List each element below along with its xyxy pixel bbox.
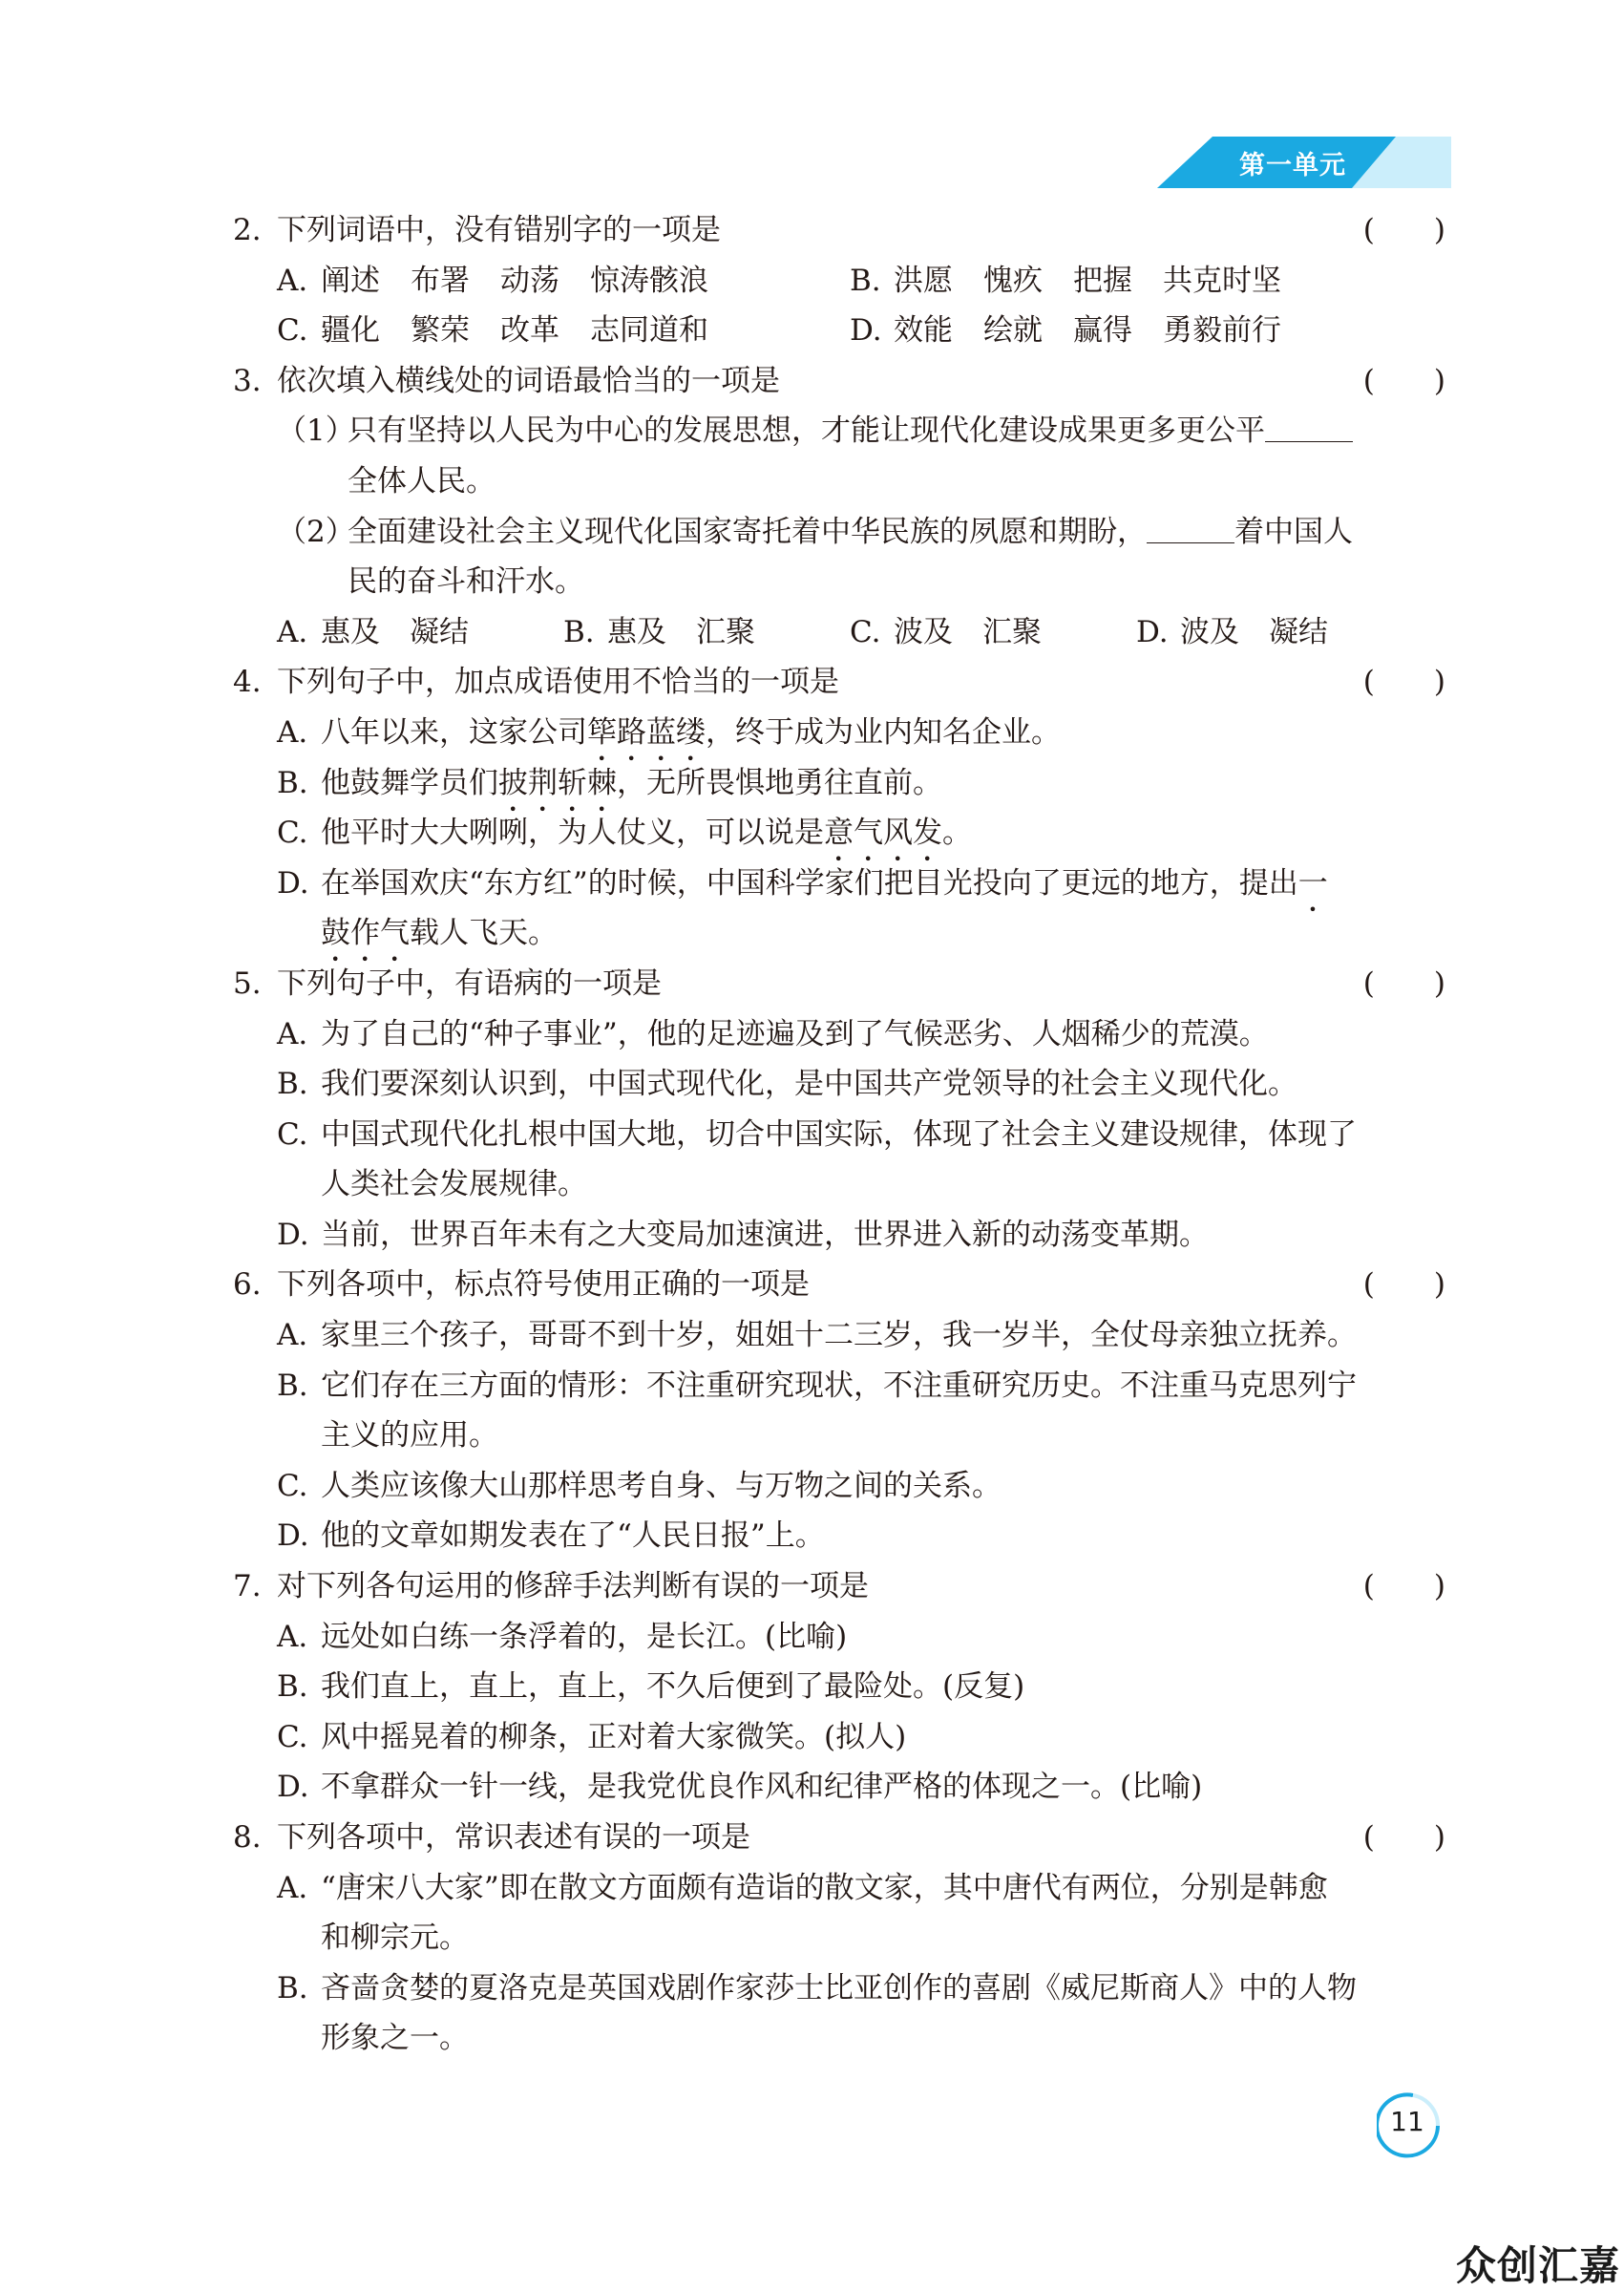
answer-parentheses: ( ) — [1362, 1820, 1445, 1855]
question-8-option-a: A. “唐宋八大家”即在散文方面颇有造诣的散文家，其中唐代有两位，分别是韩愈 — [277, 1870, 1328, 1905]
question-3-sub-1: （1）只有坚持以人民为中心的发展思想，才能让现代化建设成果更多更公平 — [233, 406, 1451, 456]
question-8-option-b: B. 吝啬贪婪的夏洛克是英国戏剧作家莎士比亚创作的喜剧《威尼斯商人》中的人物 — [277, 1970, 1357, 2006]
question-7-stem: 7. 对下列各句运用的修辞手法判断有误的一项是 ( ) — [233, 1561, 1451, 1612]
question-8-option-a-cont: 和柳宗元。 — [321, 1921, 469, 1956]
question-5-option-c-cont: 人类社会发展规律。 — [321, 1167, 587, 1202]
page-number-badge — [1377, 2090, 1449, 2162]
question-5-stem: 5. 下列句子中，有语病的一项是 ( ) — [233, 959, 1451, 1009]
question-4-stem: 4. 下列句子中，加点成语使用不恰当的一项是 ( ) — [233, 657, 1451, 708]
question-7-option-d: D. 不拿群众一针一线，是我党优良作风和纪律严格的体现之一。(比喻) — [277, 1770, 1203, 1805]
question-7-option-c: C. 风中摇晃着的柳条，正对着大家微笑。(拟人) — [277, 1719, 907, 1754]
question-4-option-d: D. 在举国欢庆“东方红”的时候，中国科学家们把目光投向了更远的地方，提出一 — [277, 865, 1328, 901]
option-b: B. 洪愿 愧疚 把握 共克时坚 — [850, 263, 1281, 298]
answer-parentheses: ( ) — [1362, 1569, 1445, 1604]
option-a: A. 阐述 布署 动荡 惊涛骸浪 — [277, 263, 708, 298]
question-5-option-b: B. 我们要深刻认识到，中国式现代化，是中国共产党领导的社会主义现代化。 — [277, 1067, 1297, 1102]
fill-blank — [1265, 413, 1353, 442]
question-6-option-a: A. 家里三个孩子，哥哥不到十岁，姐姐十二三岁，我一岁半，全仗母亲独立抚养。 — [277, 1318, 1357, 1353]
page-number: 11 — [1390, 2106, 1424, 2137]
answer-parentheses: ( ) — [1362, 966, 1445, 1001]
fill-blank — [1147, 514, 1234, 543]
dotted-idiom: 鼓作气 — [321, 916, 410, 951]
option-c: C. 波及 汇聚 — [850, 614, 1042, 649]
question-list — [233, 205, 1451, 2064]
question-3-sub-1-cont: 全体人民。 — [348, 463, 496, 499]
dotted-idiom: 意气风发 — [824, 816, 942, 851]
question-6-option-d: D. 他的文章如期发表在了“人民日报”上。 — [277, 1518, 825, 1554]
dotted-idiom: 披荆斩棘 — [498, 765, 617, 800]
option-b: B. 惠及 汇聚 — [563, 614, 755, 649]
answer-parentheses: ( ) — [1362, 213, 1445, 247]
dotted-idiom: 筚路蓝缕 — [587, 714, 706, 750]
question-5-option-d: D. 当前，世界百年未有之大变局加速演进，世界进入新的动荡变革期。 — [277, 1217, 1209, 1252]
answer-parentheses: ( ) — [1362, 665, 1445, 700]
question-2-options-ab — [233, 256, 1451, 307]
question-5-option-c: C. 中国式现代化扎根中国大地，切合中国实际，体现了社会主义建设规律，体现了 — [277, 1116, 1357, 1152]
watermark-logo: 众创汇嘉 — [1455, 2242, 1620, 2289]
question-4-option-a: A. 八年以来，这家公司筚路蓝缕，终于成为业内知名企业。 — [277, 714, 1061, 750]
question-3-stem: 3. 依次填入横线处的词语最恰当的一项是 ( ) — [233, 356, 1451, 407]
question-4-option-b: B. 他鼓舞学员们披荆斩棘，无所畏惧地勇往直前。 — [277, 765, 942, 800]
question-7-option-b: B. 我们直上，直上，直上，不久后便到了最险处。(反复) — [277, 1669, 1025, 1705]
answer-parentheses: ( ) — [1362, 363, 1445, 398]
answer-parentheses: ( ) — [1362, 1267, 1445, 1303]
option-a: A. 惠及 凝结 — [277, 614, 469, 649]
question-6-option-b-cont: 主义的应用。 — [321, 1418, 498, 1454]
question-8-stem: 8. 下列各项中，常识表述有误的一项是 ( ) — [233, 1813, 1451, 1863]
question-7-option-a: A. 远处如白练一条浮着的，是长江。(比喻) — [277, 1619, 848, 1654]
question-3-options — [233, 607, 1451, 658]
question-3-sub-2-cont: 民的奋斗和汗水。 — [348, 564, 584, 600]
option-c: C. 疆化 繁荣 改革 志同道和 — [277, 313, 708, 349]
question-2-stem: 2. 下列词语中，没有错别字的一项是 ( ) — [233, 205, 1451, 256]
question-4-option-c: C. 他平时大大咧咧，为人仗义，可以说是意气风发。 — [277, 816, 972, 851]
dotted-idiom: 一 — [1297, 865, 1328, 901]
question-6-option-c: C. 人类应该像大山那样思考自身、与万物之间的关系。 — [277, 1468, 1002, 1503]
option-d: D. 效能 绘就 赢得 勇毅前行 — [850, 313, 1281, 349]
question-2-options-cd — [233, 306, 1451, 356]
unit-label: 第一单元 — [1239, 151, 1346, 180]
question-5-option-a: A. 为了自己的“种子事业”，他的足迹遍及到了气候恶劣、人烟稀少的荒漠。 — [277, 1016, 1269, 1051]
unit-header-tab — [1157, 137, 1451, 188]
question-8-option-b-cont: 形象之一。 — [321, 2021, 469, 2056]
option-d: D. 波及 凝结 — [1136, 614, 1328, 649]
question-3-sub-2: （2）全面建设社会主义现代化国家寄托着中华民族的夙愿和期盼， 着中国人 — [277, 514, 1353, 549]
question-6-option-b: B. 它们存在三方面的情形：不注重研究现状，不注重研究历史。不注重马克思列宁 — [277, 1368, 1357, 1403]
question-4-option-d-cont: 鼓作气载人飞天。 — [321, 916, 558, 951]
question-6-stem: 6. 下列各项中，标点符号使用正确的一项是 ( ) — [233, 1260, 1451, 1310]
